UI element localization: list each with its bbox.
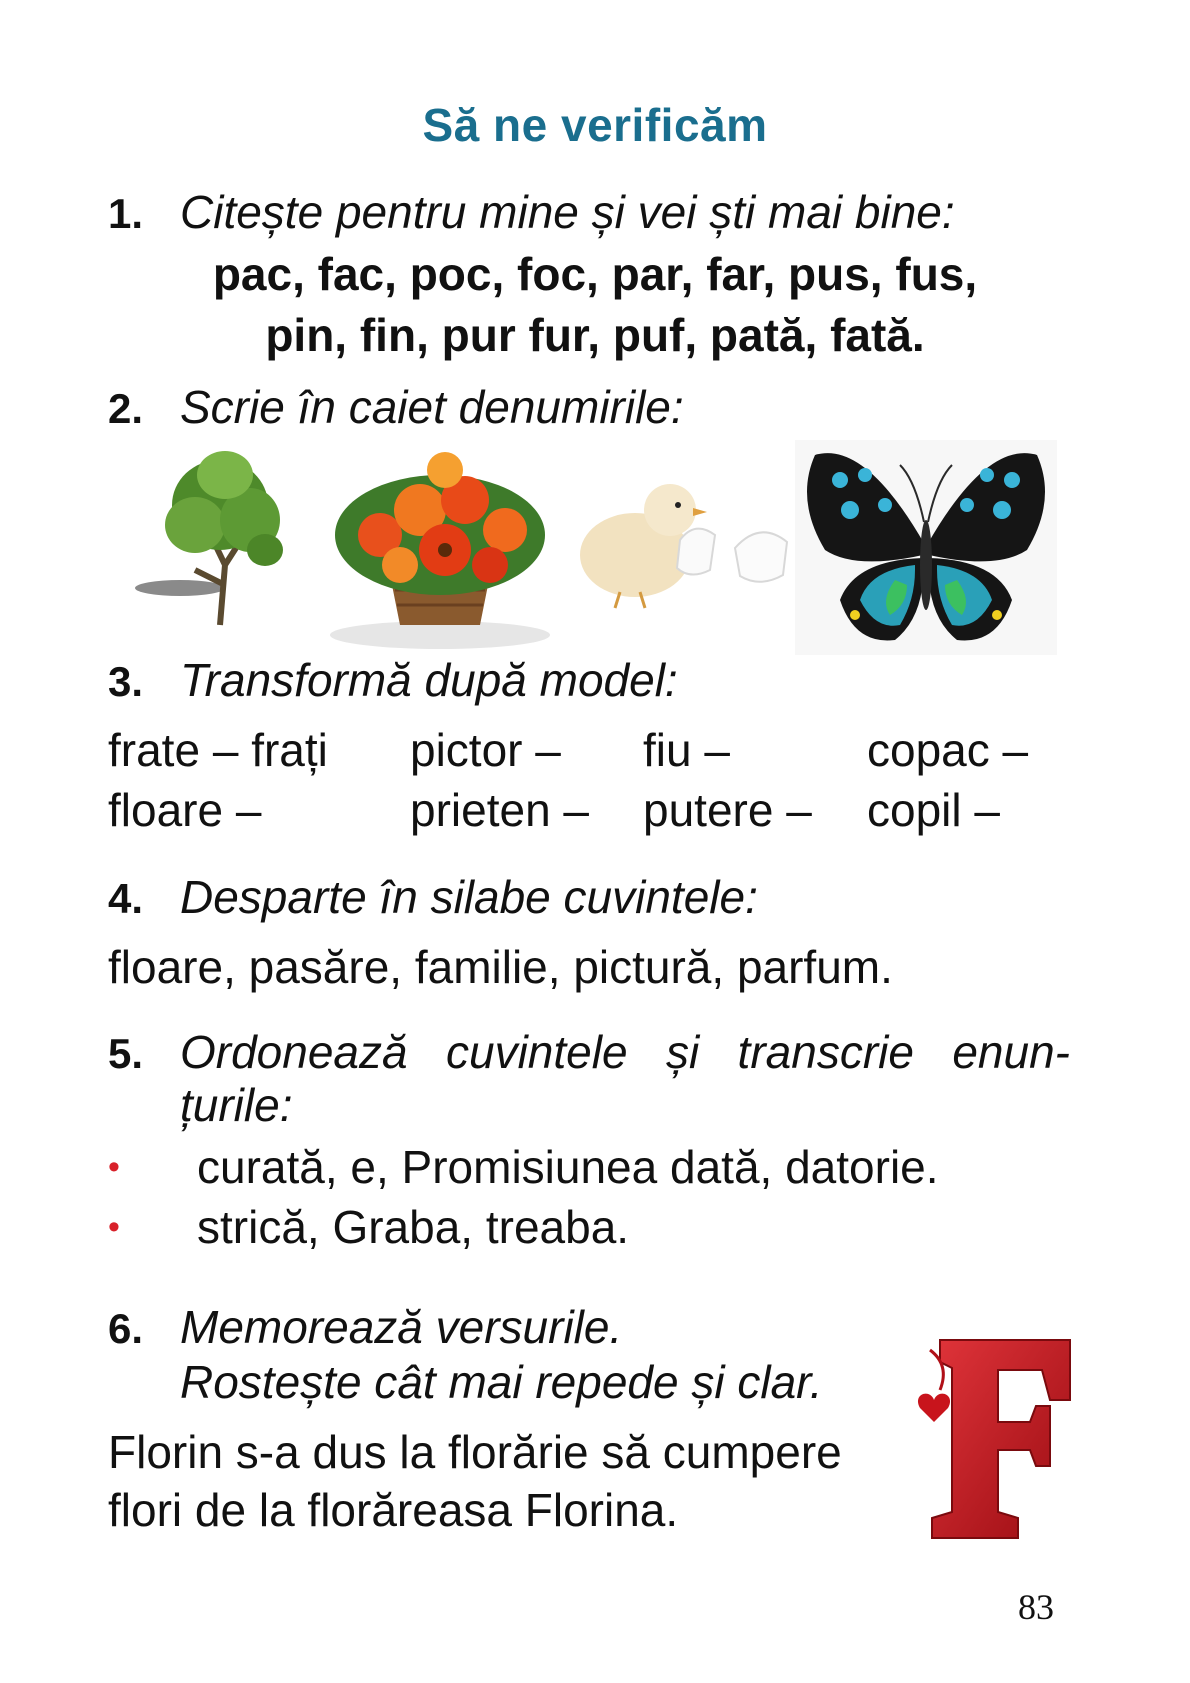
tree-image (125, 445, 305, 630)
chick-image (575, 480, 800, 610)
exercise-6-text-line-1: Florin s-a dus la florărie să cumpere (108, 1426, 842, 1478)
exercise-3-instruction: Transformă după model: (180, 654, 678, 706)
exercise-5-instruction-line-2: țurile: (180, 1079, 293, 1131)
exercise-6-instruction-line-1: Memorează versurile. (180, 1301, 623, 1353)
transform-row-2-col-1: floare – (108, 784, 262, 836)
exercise-1-words-line-1: pac, fac, poc, foc, par, far, pus, fus, (212, 248, 978, 300)
exercise-1-words-line-2: pin, fin, pur fur, puf, pată, fată. (265, 309, 925, 361)
exercise-3-number: 3. (108, 658, 144, 705)
exercise-2-number: 2. (108, 385, 144, 432)
flower-basket-image (325, 440, 555, 650)
exercise-5-sentence-2: strică, Graba, treaba. (197, 1201, 630, 1253)
exercise-4-words: floare, pasăre, familie, pictură, parfum. (108, 941, 893, 993)
exercise-6-text-line-2: flori de la florăreasa Florina. (108, 1484, 679, 1536)
transform-row-2-col-3: putere – (643, 784, 812, 836)
transform-row-1-col-2: pictor – (410, 724, 561, 776)
bullet-marker: • (108, 1148, 120, 1186)
letter-f-illustration (910, 1330, 1075, 1545)
page-number: 83 (1018, 1587, 1054, 1627)
exercise-2-instruction: Scrie în caiet denumirile: (180, 381, 684, 433)
exercise-4-instruction: Desparte în silabe cuvintele: (180, 871, 758, 923)
exercise-6-number: 6. (108, 1305, 144, 1352)
exercise-5-sentence-1: curată, e, Promisiunea dată, datorie. (197, 1141, 939, 1193)
exercise-5-number: 5. (108, 1030, 144, 1077)
transform-row-2-col-2: prieten – (410, 784, 590, 836)
transform-row-1-col-3: fiu – (643, 724, 730, 776)
page-title: Să ne verificăm (422, 99, 768, 151)
bullet-marker: • (108, 1208, 120, 1246)
transform-row-1-col-4: copac – (867, 724, 1029, 776)
transform-row-1-col-1: frate – frați (108, 724, 328, 776)
butterfly-image (795, 440, 1057, 655)
exercise-6-instruction-line-2: Rostește cât mai repede și clar. (180, 1356, 823, 1408)
exercise-1-instruction: Citește pentru mine și vei ști mai bine: (180, 186, 955, 238)
exercise-1-number: 1. (108, 190, 144, 237)
exercise-4-number: 4. (108, 875, 144, 922)
transform-row-2-col-4: copil – (867, 784, 1000, 836)
exercise-5-instruction-line-1: Ordonează cuvintele și transcrie enun- (180, 1026, 1070, 1078)
